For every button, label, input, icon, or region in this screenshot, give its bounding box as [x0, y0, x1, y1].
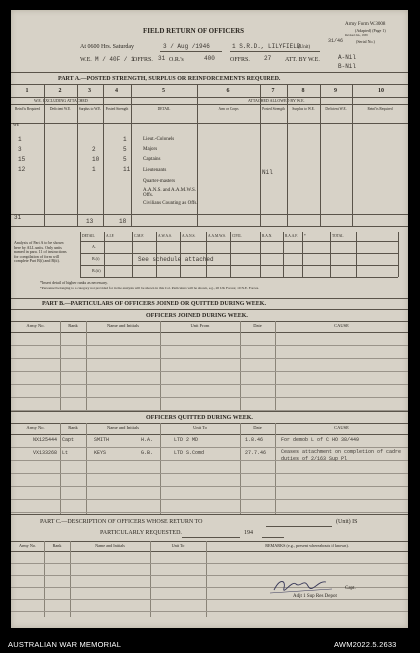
- total-c1: 31: [14, 214, 22, 221]
- note-category: *Personnel belonging to a category not provided for in the analysis will be shown in this Col. Particulars will be shown, e.g., 20 UK Forces; 10 N.E. Forces.: [40, 286, 260, 290]
- posted-strength: 11: [123, 166, 131, 173]
- column-header: Deficient W.E.: [325, 107, 347, 111]
- table-divider: [320, 84, 321, 226]
- note-higher-ranks: *Insert detail of higher ranks as necessary.: [40, 280, 108, 285]
- footer-left: AUSTRALIAN WAR MEMORIAL: [8, 640, 122, 649]
- rank-label: Captains: [143, 157, 161, 162]
- table-rule: [11, 563, 408, 564]
- table-header: Name and Initials: [107, 425, 139, 430]
- detail-divider: [206, 232, 207, 277]
- detail-column-header: CIVIL: [232, 234, 242, 238]
- attached-allowed: ATTACHED ALLOWED BY W.E.: [248, 98, 305, 103]
- column-header: Surplus to W.E.: [78, 107, 102, 111]
- we-label: W.E.: [80, 57, 92, 63]
- table-divider: [275, 423, 276, 514]
- q2-initials: G.B.: [141, 450, 154, 456]
- offrs-label: OFFRS.: [133, 57, 153, 63]
- table-divider: [240, 321, 241, 411]
- surplus-value: 2: [92, 146, 96, 153]
- table-header: CAUSE: [334, 425, 349, 430]
- q1-initials: H.A.: [141, 437, 154, 443]
- nil-value: Nil: [262, 169, 273, 176]
- column-header: Deficient W.E.: [49, 107, 72, 111]
- detail-divider: [180, 232, 181, 277]
- part-b-title: PART B.—PARTICULARS OF OFFICERS JOINED OR QUITTED DURING WEEK.: [42, 301, 266, 307]
- offrs-value: 31: [158, 55, 166, 62]
- detail-divider: [356, 232, 357, 277]
- table-header: REMARKS (e.g., present whereabouts if known).: [265, 543, 349, 548]
- table-rule: [11, 486, 408, 487]
- table-header: Army No.: [26, 425, 45, 430]
- column-header: Reinf'ts Required: [367, 107, 393, 111]
- table-divider: [287, 84, 288, 226]
- rank-label: Lieut.-Colonels: [143, 137, 175, 142]
- table-divider: [260, 84, 261, 226]
- q1-name: SMITH: [94, 437, 110, 443]
- column-number: 4: [115, 88, 118, 94]
- form-revised: Revised Jan., 1939: [345, 33, 368, 37]
- table-header: Date: [253, 425, 262, 430]
- table-rule: [11, 512, 408, 513]
- table-divider: [103, 84, 104, 226]
- column-number: 9: [334, 88, 337, 94]
- table-divider: [160, 321, 161, 411]
- schedule-text: See schedule attached: [138, 256, 214, 263]
- reinf-required: 12: [18, 166, 26, 173]
- posted-strength: 5: [123, 156, 127, 163]
- table-header: Date: [253, 323, 262, 328]
- table-divider: [44, 541, 45, 617]
- q1-date: 1.8.46: [245, 437, 264, 443]
- table-header: Army No.: [26, 323, 45, 328]
- q2-name: KEYS: [94, 450, 107, 456]
- signature-title: Adjt 1 Sup Res Depot: [293, 594, 337, 599]
- table-divider: [86, 321, 87, 411]
- table-rule: [11, 358, 408, 359]
- table-header: Name and Initials: [95, 543, 125, 548]
- column-header: Surplus to W.E.: [292, 107, 315, 111]
- detail-row-label: B.(i): [92, 256, 100, 261]
- detail-divider: [104, 232, 105, 277]
- reinf-required: 3: [18, 146, 22, 153]
- table-divider: [60, 423, 61, 514]
- q2-date: 27.7.46: [245, 450, 267, 456]
- column-number: 7: [271, 88, 275, 94]
- we-value: M / 40F / 1: [95, 56, 135, 63]
- detail-divider: [398, 232, 399, 277]
- detail-divider: [260, 232, 261, 277]
- column-number: 10: [378, 88, 384, 94]
- table-rule: [11, 384, 408, 385]
- column-number: 8: [301, 88, 305, 94]
- reinf-required: 15: [18, 156, 26, 163]
- total-c4: 18: [119, 218, 127, 225]
- detail-column-header: *: [304, 234, 306, 238]
- footer-right: AWM2022.5.2633: [334, 640, 397, 649]
- table-header: Unit To: [171, 543, 185, 548]
- table-rule: [11, 371, 408, 372]
- surplus-value: 10: [92, 156, 100, 163]
- form-adapted: (Adapted) (Page 1): [355, 28, 386, 33]
- ors-label: O.R.'s: [169, 57, 184, 63]
- detail-divider: [80, 232, 81, 277]
- part-c-requested: PARTICULARLY REQUESTED.: [100, 530, 182, 536]
- detail-column-header: A.I.F.: [106, 234, 115, 238]
- quitted-title: OFFICERS QUITTED DURING WEEK.: [146, 415, 253, 421]
- table-header: Rank: [68, 323, 78, 328]
- q2-unit: LTD S.Comd: [174, 450, 205, 456]
- table-divider: [275, 321, 276, 411]
- rank-label: Majors: [143, 147, 158, 152]
- detail-divider: [230, 232, 231, 277]
- table-rule: [11, 599, 408, 600]
- table-rule: [11, 499, 408, 500]
- table-divider: [352, 84, 353, 226]
- serial-label: (Serial No.): [356, 39, 375, 44]
- reinf-required: 1: [18, 136, 22, 143]
- b-nil: B-Nil: [338, 63, 357, 70]
- detail-row-label: A.: [92, 244, 96, 249]
- column-header: Posted Strength: [105, 107, 129, 111]
- posted-strength: 5: [123, 146, 127, 153]
- unit-value: 1 S.R.D., LILYFIELD: [232, 43, 301, 50]
- analysis-note: Analysis of Part A to be shown here by ALL units. Only units named in para. 11 of instructions for compilation of form will complete Part B(i) and B(ii).: [14, 240, 67, 264]
- table-header: Name and Initials: [107, 323, 139, 328]
- table-divider: [86, 423, 87, 514]
- unit-is: (Unit) IS: [336, 519, 358, 525]
- table-header: Unit To: [193, 425, 207, 430]
- we-side-label: WE: [13, 122, 20, 127]
- detail-column-header: A.W.A.S.: [158, 234, 172, 238]
- table-divider: [131, 84, 132, 226]
- q1-cause: For demob L of C HO 38/449: [281, 437, 360, 443]
- signature-rank: Capt.: [345, 586, 356, 591]
- detail-divider: [330, 232, 331, 277]
- q2-cause: Ceases attachment on completion of cadre duties of 2/163 Sup Pl: [281, 449, 402, 462]
- table-divider: [240, 423, 241, 514]
- table-divider: [70, 541, 71, 617]
- column-header: Reinf'ts Required: [14, 107, 41, 111]
- part-a-title: PART A.—POSTED STRENGTH, SURPLUS OR REINFORCEMENTS REQUIRED.: [58, 76, 281, 82]
- detail-divider: [302, 232, 303, 277]
- rank-label: Lieutenants: [143, 168, 167, 173]
- table-divider: [60, 321, 61, 411]
- column-number: 3: [88, 88, 91, 94]
- posted-strength: 1: [123, 136, 127, 143]
- offrs2-value: 27: [264, 55, 272, 62]
- table-header: Unit From: [190, 323, 210, 328]
- table-header: Army No.: [19, 543, 36, 548]
- offrs2-label: OFFRS.: [230, 57, 250, 63]
- column-number: 2: [58, 88, 62, 94]
- table-divider: [150, 541, 151, 617]
- unit-label: (Unit): [298, 45, 311, 50]
- ors-value: 400: [204, 55, 215, 62]
- table-divider: [160, 423, 161, 514]
- table-rule: [11, 397, 408, 398]
- q1-unit: LTD 2 MD: [174, 437, 199, 443]
- table-rule: [11, 575, 408, 576]
- q1-army-no: NX125444: [33, 437, 58, 443]
- serial-value: 31/46: [328, 38, 344, 44]
- detail-column-header: R.A.N.: [262, 234, 273, 238]
- detail-column-header: C.M.F.: [134, 234, 144, 238]
- detail-divider: [283, 232, 284, 277]
- q2-rank: Lt: [62, 450, 69, 456]
- column-header: DETAIL: [157, 107, 171, 111]
- table-rule: [11, 447, 408, 448]
- table-rule: [11, 611, 408, 612]
- table-divider: [44, 84, 45, 226]
- table-rule: [11, 473, 408, 474]
- table-divider: [77, 84, 78, 226]
- table-header: CAUSE: [334, 323, 349, 328]
- table-rule: [11, 345, 408, 346]
- table-header: Rank: [68, 425, 78, 430]
- detail-column-header: TOTAL: [332, 234, 344, 238]
- column-header: Arm or Corps: [218, 107, 239, 111]
- a-nil: A-Nil: [338, 54, 357, 61]
- surplus-value: 1: [92, 166, 96, 173]
- rank-label: Civilians Counting as Offs.: [143, 201, 198, 206]
- att-label: ATT. BY W.E.: [285, 57, 320, 63]
- q1-rank: Capt: [62, 437, 75, 443]
- detail-column-header: DETAIL: [82, 234, 95, 238]
- detail-column-header: R.A.A.F.: [285, 234, 298, 238]
- column-header: Posted Strength: [262, 107, 285, 111]
- total-c3: 13: [86, 218, 94, 225]
- rank-label: Quarter-masters: [143, 179, 176, 184]
- table-header: Rank: [52, 543, 62, 548]
- form-number: Army Form W.3008: [345, 22, 386, 27]
- detail-divider: [132, 232, 133, 277]
- joined-title: OFFICERS JOINED DURING WEEK.: [146, 313, 248, 319]
- q2-army-no: VX133268: [33, 450, 58, 456]
- form-title: FIELD RETURN OF OFFICERS: [143, 27, 245, 35]
- part-c-title: PART C.—DESCRIPTION OF OFFICERS WHOSE RETURN TO: [40, 519, 203, 525]
- column-number: 1: [25, 88, 29, 94]
- detail-column-header: A.A.N.S.: [182, 234, 196, 238]
- part-c-year: 194: [244, 530, 253, 536]
- detail-divider: [156, 232, 157, 277]
- at-line: At 0600 Hrs. Saturday: [80, 44, 134, 50]
- rank-label: A.A.N.S. and A.A.M.W.S. Offs.: [143, 188, 197, 199]
- table-divider: [206, 541, 207, 617]
- column-number: 6: [226, 88, 230, 94]
- detail-column-header: A.A.M.W.S.: [208, 234, 226, 238]
- we-excluding-attached: W.E. EXCLUDING ATTACHED: [34, 98, 88, 103]
- column-number: 5: [162, 88, 165, 94]
- date-value: 3 / Aug /1946: [163, 43, 210, 50]
- detail-row-label: B.(ii): [92, 268, 101, 273]
